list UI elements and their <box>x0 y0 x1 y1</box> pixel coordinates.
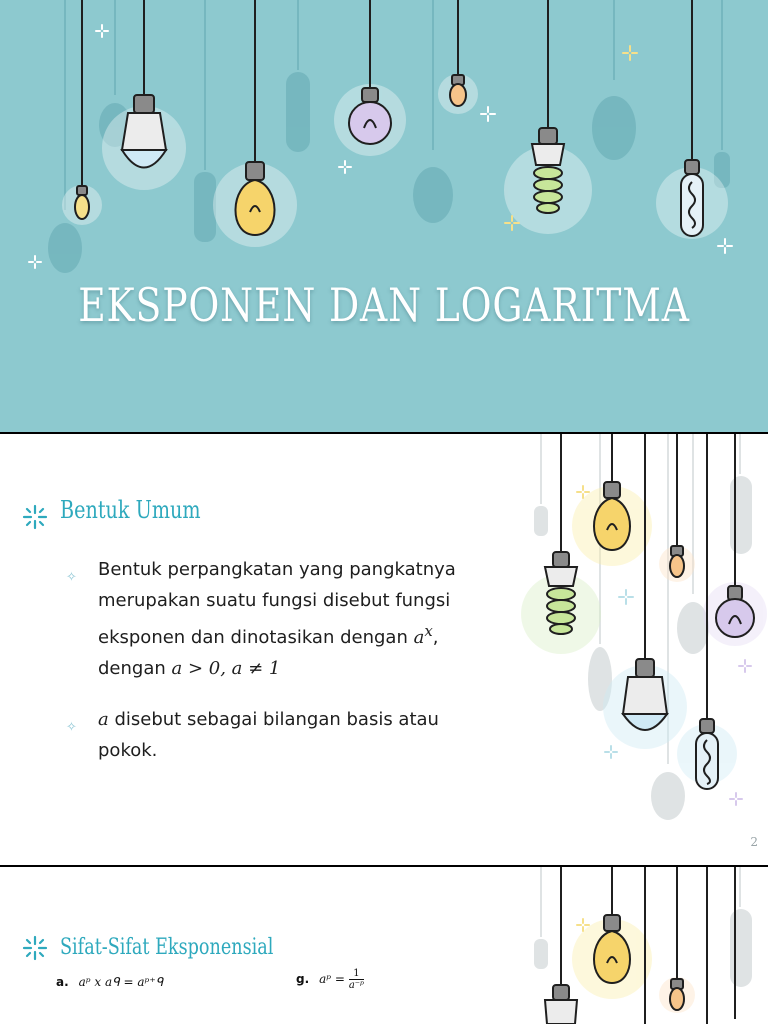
math-base: a <box>413 627 425 648</box>
bullet-text: dengan <box>98 658 172 679</box>
fraction-numerator: 1 <box>353 968 360 979</box>
formula-fraction <box>349 968 364 991</box>
sparkle-icon <box>20 933 50 963</box>
formula-expression: aᵖ = <box>319 972 345 986</box>
slide-heading: Bentuk Umum <box>60 496 201 524</box>
bullet-text: , <box>432 627 439 648</box>
math-base: a <box>98 709 109 730</box>
formula-label: g. <box>296 972 310 986</box>
bullet-sparkle-icon: ✧ <box>66 570 77 585</box>
list-item <box>62 554 462 684</box>
bullet-sparkle-icon: ✧ <box>66 720 77 735</box>
fraction-denominator: a⁻ᵖ <box>348 980 365 991</box>
bullet-text: Bentuk perpangkatan yang pangkatnya merupakan suatu fungsi disebut fungsi eksponen dan dinotasikan dengan <box>98 559 456 648</box>
presentation-title: EKSPONEN DAN LOGARITMA <box>78 278 690 332</box>
content-slide-sifat-eksponensial <box>0 867 768 1024</box>
formula-expression: aᵖ x aᑫ = aᵖ⁺ᑫ <box>78 975 164 989</box>
list-item <box>62 704 462 766</box>
hanging-bulbs-illustration <box>0 0 768 432</box>
page-number: 2 <box>750 835 758 849</box>
sparkle-icon <box>20 502 50 532</box>
title-slide <box>0 0 768 432</box>
formula-label: a. <box>56 975 69 989</box>
formula-a <box>56 975 163 989</box>
math-condition: a > 0, a ≠ 1 <box>171 658 281 679</box>
bullet-text: disebut sebagai bilangan basis atau pokok. <box>98 709 439 761</box>
math-exponent: x <box>424 622 433 640</box>
slide-heading: Sifat-Sifat Eksponensial <box>60 935 274 960</box>
content-slide-bentuk-umum <box>0 434 768 865</box>
formula-g <box>296 968 364 991</box>
bullet-list <box>62 554 462 786</box>
